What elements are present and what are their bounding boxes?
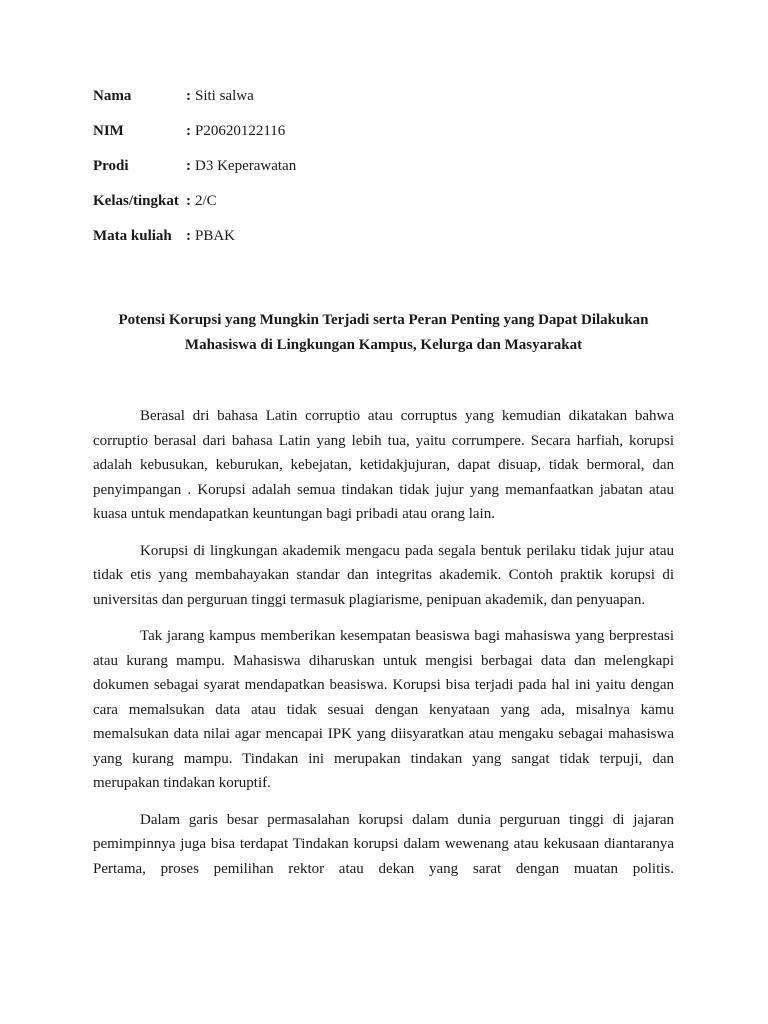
body-paragraph: Dalam garis besar permasalahan korupsi dalam dunia perguruan tinggi di jajaran pemimpinnya juga bisa terdapat Tindakan korupsi dalam wewenang atau kekusaan diantaranya Pertama, proses pemilihan rektor atau dekan yang sarat dengan muatan politis. [93, 811, 674, 877]
identity-separator: : [186, 123, 191, 139]
identity-label: Prodi [93, 158, 129, 174]
body-paragraph: Berasal dri bahasa Latin corruptio atau corruptus yang kemudian dikatakan bahwa corruptio berasal dari bahasa Latin yang lebih tua, yaitu corrumpere. Secara harfiah, korupsi adalah kebusukan, keburukan, kebejatan, ketidakjujuran, dapat disuap, tidak bermoral, dan penyimpangan . Korupsi adalah semua tindakan tidak jujur yang memanfaatkan jabatan atau kuasa untuk mendapatkan keuntungan bagi pribadi atau orang lain. [93, 408, 674, 522]
identity-value: P20620122116 [195, 123, 286, 139]
identity-block [93, 86, 674, 261]
identity-label: NIM [93, 123, 124, 139]
identity-row-nama [93, 86, 674, 121]
document-page [93, 86, 674, 893]
identity-row-kelas [93, 191, 674, 226]
identity-value: Siti salwa [195, 88, 254, 104]
body-paragraph: Tak jarang kampus memberikan kesempatan beasiswa bagi mahasiswa yang berprestasi atau kurang mampu. Mahasiswa diharuskan untuk mengisi berbagai data dan melengkapi dokumen sebagai syarat mendapatkan beasiswa. Korupsi bisa terjadi pada hal ini yaitu dengan cara memalsukan data atau tidak sesuai dengan kenyataan yang ada, misalnya kamu memalsukan data nilai agar mencapai IPK yang diisyaratkan atau mengaku sebagai mahasiswa yang kurang mampu. Tindakan ini merupakan tindakan yang sangat tidak terpuji, dan merupakan tindakan koruptif. [93, 628, 674, 791]
identity-row-mata-kuliah [93, 226, 674, 261]
document-title [93, 308, 674, 358]
identity-separator: : [186, 88, 191, 104]
body-paragraph: Korupsi di lingkungan akademik mengacu pada segala bentuk perilaku tidak jujur atau tidak etis yang membahayakan standar dan integritas akademik. Contoh praktik korupsi di universitas dan perguruan tinggi termasuk plagiarisme, penipuan akademik, dan penyuapan. [93, 542, 674, 608]
identity-row-prodi [93, 156, 674, 191]
document-body [93, 404, 674, 881]
identity-label: Kelas/tingkat [93, 193, 179, 209]
identity-separator: : [186, 193, 191, 209]
identity-label: Nama [93, 88, 132, 104]
identity-separator: : [186, 228, 191, 244]
identity-value: D3 Keperawatan [195, 158, 297, 174]
identity-value: 2/C [195, 193, 217, 209]
identity-value: PBAK [195, 228, 236, 244]
document-title-line: Mahasiswa di Lingkungan Kampus, Kelurga dan Masyarakat [184, 337, 583, 353]
identity-row-nim [93, 121, 674, 156]
identity-separator: : [186, 158, 191, 174]
document-title-line: Potensi Korupsi yang Mungkin Terjadi serta Peran Penting yang Dapat Dilakukan [118, 312, 649, 328]
identity-label: Mata kuliah [93, 228, 172, 244]
